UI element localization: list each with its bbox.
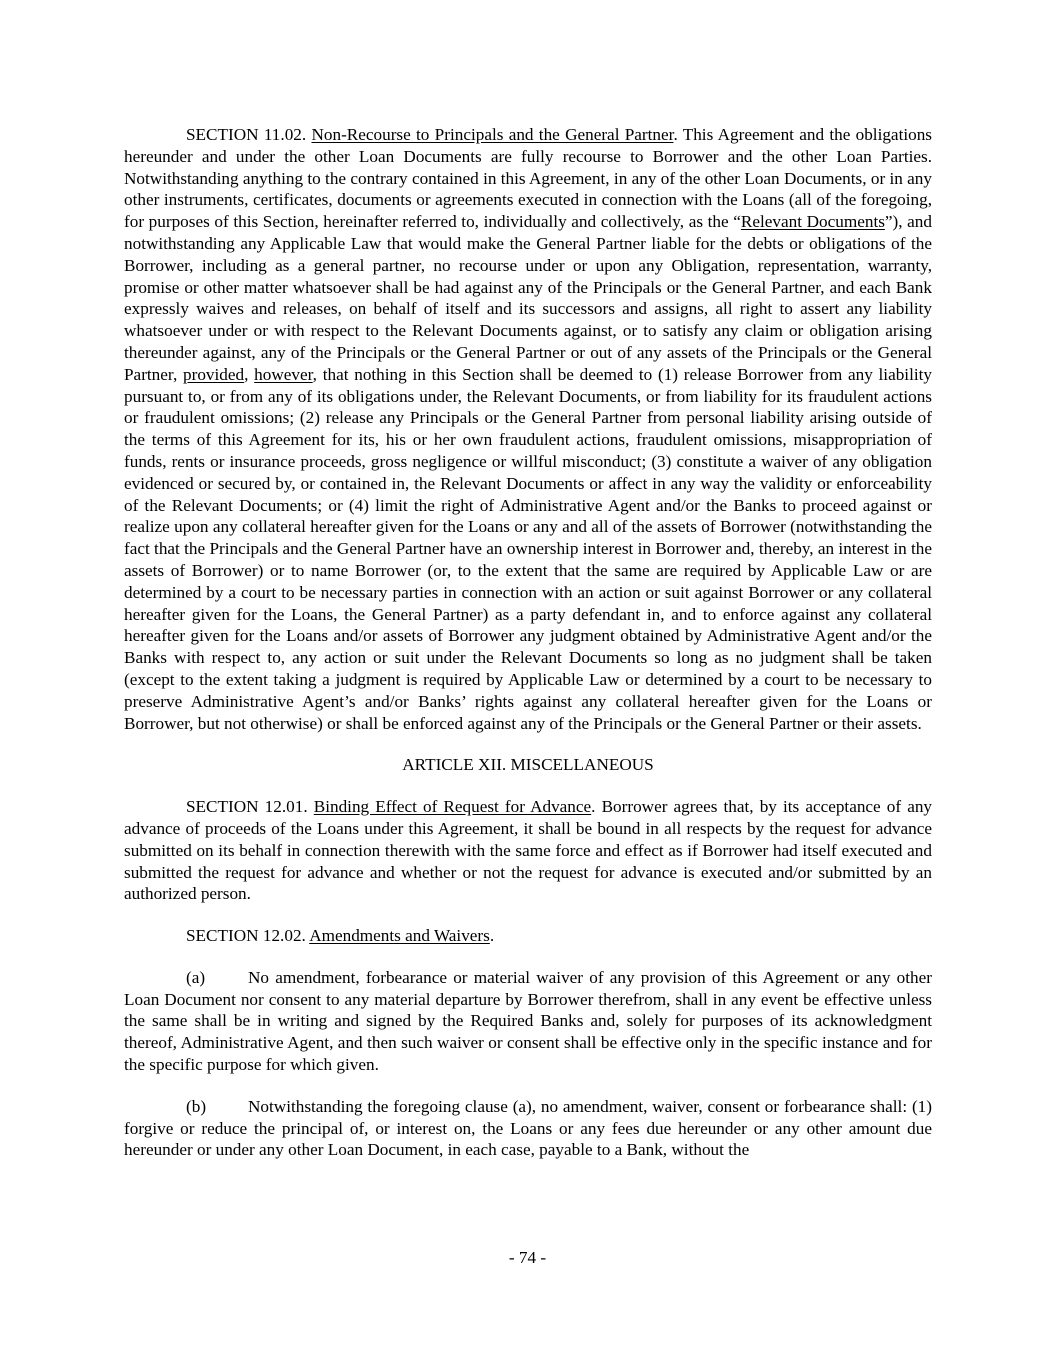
section-label: SECTION 12.02.: [186, 926, 306, 946]
section-text: . Borrower agrees that, by its acceptance of any advance of proceeds of the Loans under this Agreement, it shall be bound in all respects by the request for advance submitted on its behalf in connection therewith with the same force and effect as if Borrower had itself executed and submitted the request for advance and whether or not the request for advance is executed and/or submitted by an authorized person.: [124, 797, 933, 904]
section-text: , that nothing in this Section shall be deemed to (1) release Borrower from any liability pursuant to, or from any of its obligations under, the Relevant Documents, or from liability for its fraudulent actions or fraudulent omissions; (2) release any Principals or the General Partner from personal liability arising outside of the terms of this Agreement for its, his or her own fraudulent actions, fraudulent omissions, misappropriation of funds, rents or insurance proceeds, gross negligence or willful misconduct; (3) constitute a waiver of any obligation evidenced or secured by, or contained in, the Relevant Documents or affect in any way the validity or enforceability of the Relevant Documents; or (4) limit the right of Administrative Agent and/or the Banks to proceed against or realize upon any collateral hereafter given for the Loans or any and all of the assets of Borrower (notwithstanding the fact that the Principals and the General Partner have an ownership interest in Borrower and, thereby, an interest in the assets of Borrower) or to name Borrower (or, to the extent that the same are required by Applicable Law or are determined by a court to be necessary parties in connection with an action or suit against Borrower or any collateral hereafter given for the Loans, the General Partner) as a party defendant in, and to enforce against any collateral hereafter given for the Loans and/or assets of Borrower any judgment obtained by Administrative Agent and/or the Banks with respect to, any action or suit under the Relevant Documents so long as no judgment shall be taken (except to the extent taking a judgment is required by Applicable Law or determined by a court to be necessary to preserve Administrative Agent’s and/or Banks’ rights against any collateral hereafter given for the Loans or Borrower, but not otherwise) or shall be enforced against any of the Principals or the General Partner or their assets.: [124, 364, 933, 733]
defined-term: Relevant Documents: [740, 212, 885, 232]
section-12-02: [124, 925, 932, 947]
section-label: SECTION 11.02.: [186, 125, 307, 144]
page-number: - 74 -: [508, 1248, 547, 1267]
section-title: Non-Recourse to Principals and the General Partner: [311, 125, 674, 144]
clause-b: [124, 1096, 932, 1161]
proviso-word: however: [254, 364, 313, 384]
document-page: [124, 124, 932, 1161]
clause-marker: (b): [186, 1096, 207, 1116]
punctuation: ,: [244, 364, 255, 384]
clause-a: [124, 967, 932, 1076]
proviso-word: provided: [183, 364, 245, 384]
section-text: ”), and notwithstanding any Applicable Law that would make the General Partner liable for the debts or obligations of the Borrower, including as a general partner, no recourse under or upon any Obligation, representation, warranty, promise or other matter whatsoever shall be had against any of the Principals or the General Partner, and each Bank expressly waives and releases, on behalf of itself and its successors and assigns, all right to assert any liability whatsoever under or with respect to the Relevant Documents against, or to satisfy any claim or obligation arising thereunder against, any of the Principals or the General Partner or out of any assets of the Principals or the General Partner,: [124, 212, 932, 384]
clause-text: No amendment, forbearance or material waiver of any provision of this Agreement or any other Loan Document nor consent to any material departure by Borrower therefrom, shall in any event be effective unless the same shall be in writing and signed by the Required Banks and, solely for purposes of its acknowledgment thereof, Administrative Agent, and then such waiver or consent shall be effective only in the specific instance and for the specific purpose for which given.: [124, 967, 932, 1075]
section-11-02: [124, 124, 932, 734]
section-label: SECTION 12.01.: [186, 797, 308, 817]
punctuation: .: [489, 926, 495, 946]
section-12-01: [124, 796, 932, 905]
section-title: Binding Effect of Request for Advance: [313, 797, 592, 817]
clause-text: Notwithstanding the foregoing clause (a), no amendment, waiver, consent or forbearance shall: (1) forgive or reduce the principal of, or interest on, the Loans or any fees due hereunder or any other amount due hereunder or under any other Loan Document, in each case, payable to a Bank, without the: [124, 1096, 932, 1160]
clause-marker: (a): [186, 967, 206, 987]
section-title: Amendments and Waivers: [309, 926, 490, 946]
article-heading: ARTICLE XII. MISCELLANEOUS: [402, 755, 654, 775]
section-text: . This Agreement and the obligations hereunder and under the other Loan Documents are fully recourse to Borrower and the other Loan Parties. Notwithstanding anything to the contrary contained in this Agreement, in any of the other Loan Documents, or in any other instruments, certificates, documents or agreements executed in connection with the Loans (all of the foregoing, for purposes of this Section, hereinafter referred to, individually and collectively, as the “: [124, 125, 932, 232]
